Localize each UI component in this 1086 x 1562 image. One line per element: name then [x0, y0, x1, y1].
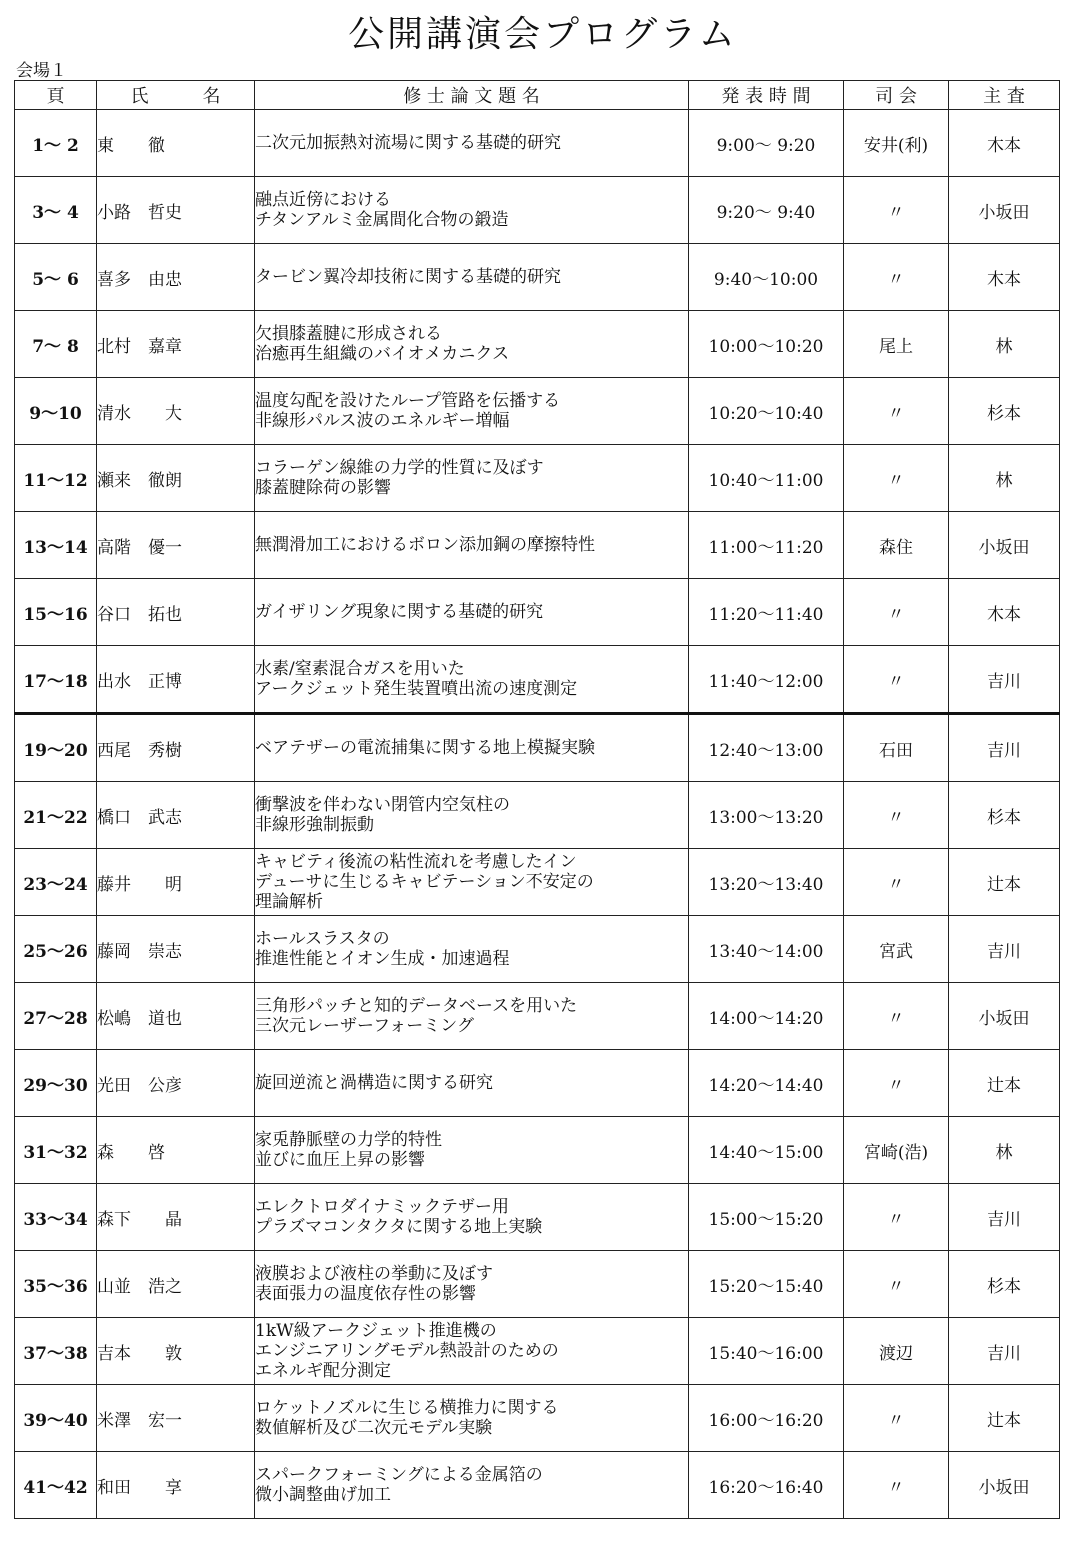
examiner-cell: 吉川 — [949, 1318, 1060, 1385]
page-range-cell: 23～24 — [15, 849, 97, 916]
presenter-name-cell: 藤岡 崇志 — [97, 916, 255, 983]
examiner-cell: 吉川 — [949, 1184, 1060, 1251]
presentation-time-cell: 9:20～ 9:40 — [689, 177, 844, 244]
presentation-time-cell: 14:00～14:20 — [689, 983, 844, 1050]
table-row — [15, 1184, 1060, 1251]
chair-cell: 〃 — [844, 983, 949, 1050]
thesis-title-cell — [255, 110, 689, 177]
chair-cell: 〃 — [844, 378, 949, 445]
thesis-title-line: ロケットノズルに生じる横推力に関する — [255, 1398, 559, 1418]
page-range-cell: 5～ 6 — [15, 244, 97, 311]
page-range-cell: 3～ 4 — [15, 177, 97, 244]
presentation-time-cell: 15:40～16:00 — [689, 1318, 844, 1385]
presenter-name-cell: 松嶋 道也 — [97, 983, 255, 1050]
presentation-time-cell: 16:20～16:40 — [689, 1452, 844, 1519]
examiner-cell: 辻本 — [949, 849, 1060, 916]
presentation-time-cell: 9:00～ 9:20 — [689, 110, 844, 177]
chair-cell: 〃 — [844, 1050, 949, 1117]
table-row — [15, 983, 1060, 1050]
thesis-title-cell — [255, 445, 689, 512]
thesis-title-line: 推進性能とイオン生成・加速過程 — [255, 949, 510, 969]
table-row — [15, 1251, 1060, 1318]
page-range-cell: 19～20 — [15, 714, 97, 782]
table-row — [15, 512, 1060, 579]
thesis-title-line: タービン翼冷却技術に関する基礎的研究 — [255, 267, 561, 287]
presenter-name-cell: 東 徹 — [97, 110, 255, 177]
presenter-name-cell: 西尾 秀樹 — [97, 714, 255, 782]
examiner-cell: 辻本 — [949, 1050, 1060, 1117]
page-range-cell: 37～38 — [15, 1318, 97, 1385]
table-row — [15, 311, 1060, 378]
presentation-time-cell: 15:20～15:40 — [689, 1251, 844, 1318]
thesis-title-line: アークジェット発生装置噴出流の速度測定 — [255, 679, 578, 699]
thesis-title-cell — [255, 1318, 689, 1385]
header-time: 発 表 時 間 — [689, 81, 844, 110]
examiner-cell: 杉本 — [949, 782, 1060, 849]
chair-cell: 森住 — [844, 512, 949, 579]
thesis-title-line: 三次元レーザーフォーミング — [255, 1016, 474, 1036]
page-range-cell: 31～32 — [15, 1117, 97, 1184]
page-range-cell: 9～10 — [15, 378, 97, 445]
presenter-name-cell: 橋口 武志 — [97, 782, 255, 849]
table-row — [15, 110, 1060, 177]
examiner-cell: 木本 — [949, 244, 1060, 311]
table-header-row — [15, 81, 1060, 110]
presenter-name-cell: 米澤 宏一 — [97, 1385, 255, 1452]
table-row — [15, 1385, 1060, 1452]
page-range-cell: 17～18 — [15, 646, 97, 714]
chair-cell: 宮崎(浩) — [844, 1117, 949, 1184]
presenter-name-cell: 高階 優一 — [97, 512, 255, 579]
presenter-name-cell: 出水 正博 — [97, 646, 255, 714]
presenter-name-cell: 藤井 明 — [97, 849, 255, 916]
chair-cell: 〃 — [844, 646, 949, 714]
examiner-cell: 林 — [949, 445, 1060, 512]
header-page: 頁 — [15, 81, 97, 110]
chair-cell: 〃 — [844, 1452, 949, 1519]
thesis-title-cell — [255, 579, 689, 646]
header-thesis: 修 士 論 文 題 名 — [255, 81, 689, 110]
table-row — [15, 1050, 1060, 1117]
page-range-cell: 41～42 — [15, 1452, 97, 1519]
presenter-name-cell: 瀬来 徹朗 — [97, 445, 255, 512]
chair-cell: 安井(利) — [844, 110, 949, 177]
chair-cell: 宮武 — [844, 916, 949, 983]
thesis-title-cell — [255, 512, 689, 579]
page-range-cell: 33～34 — [15, 1184, 97, 1251]
thesis-title-line: 1kW級アークジェット推進機の — [255, 1321, 497, 1341]
thesis-title-line: 微小調整曲げ加工 — [255, 1485, 391, 1505]
presenter-name-cell: 光田 公彦 — [97, 1050, 255, 1117]
thesis-title-line: ガイザリング現象に関する基礎的研究 — [255, 602, 544, 622]
thesis-title-cell — [255, 916, 689, 983]
presenter-name-cell: 北村 嘉章 — [97, 311, 255, 378]
presenter-name-cell: 和田 享 — [97, 1452, 255, 1519]
thesis-title-line: デューサに生じるキャビテーション不安定の — [255, 872, 594, 892]
presentation-time-cell: 13:00～13:20 — [689, 782, 844, 849]
page-range-cell: 21～22 — [15, 782, 97, 849]
examiner-cell: 吉川 — [949, 646, 1060, 714]
page-range-cell: 11～12 — [15, 445, 97, 512]
presenter-name-cell: 清水 大 — [97, 378, 255, 445]
examiner-cell: 辻本 — [949, 1385, 1060, 1452]
thesis-title-cell — [255, 782, 689, 849]
thesis-title-line: プラズマコンタクタに関する地上実験 — [255, 1217, 543, 1237]
thesis-title-line: 融点近傍における — [255, 190, 391, 210]
page-range-cell: 1～ 2 — [15, 110, 97, 177]
table-row — [15, 378, 1060, 445]
presentation-time-cell: 11:40～12:00 — [689, 646, 844, 714]
chair-cell: 渡辺 — [844, 1318, 949, 1385]
chair-cell: 〃 — [844, 177, 949, 244]
chair-cell: 〃 — [844, 1251, 949, 1318]
thesis-title-line: 家兎静脈壁の力学的特性 — [255, 1130, 442, 1150]
examiner-cell: 杉本 — [949, 378, 1060, 445]
presenter-name-cell: 小路 哲史 — [97, 177, 255, 244]
examiner-cell: 杉本 — [949, 1251, 1060, 1318]
header-chair: 司 会 — [844, 81, 949, 110]
presentation-time-cell: 16:00～16:20 — [689, 1385, 844, 1452]
thesis-title-cell — [255, 714, 689, 782]
chair-cell: 〃 — [844, 1385, 949, 1452]
table-row — [15, 244, 1060, 311]
table-row — [15, 177, 1060, 244]
thesis-title-cell — [255, 378, 689, 445]
table-row — [15, 646, 1060, 714]
presentation-time-cell: 14:40～15:00 — [689, 1117, 844, 1184]
thesis-title-cell — [255, 983, 689, 1050]
thesis-title-cell — [255, 1117, 689, 1184]
thesis-title-line: コラーゲン線維の力学的性質に及ぼす — [255, 458, 544, 478]
thesis-title-line: キャビティ後流の粘性流れを考慮したイン — [255, 852, 577, 872]
thesis-title-line: ホールスラスタの — [255, 929, 390, 949]
page-range-cell: 7～ 8 — [15, 311, 97, 378]
table-row — [15, 916, 1060, 983]
table-row — [15, 1117, 1060, 1184]
table-row — [15, 1452, 1060, 1519]
presentation-time-cell: 11:20～11:40 — [689, 579, 844, 646]
thesis-title-cell — [255, 849, 689, 916]
chair-cell: 〃 — [844, 579, 949, 646]
header-examiner: 主 査 — [949, 81, 1060, 110]
examiner-cell: 林 — [949, 311, 1060, 378]
presentation-time-cell: 13:40～14:00 — [689, 916, 844, 983]
thesis-title-line: 水素/窒素混合ガスを用いた — [255, 659, 465, 679]
presentation-time-cell: 13:20～13:40 — [689, 849, 844, 916]
header-name: 氏 名 — [97, 81, 255, 110]
chair-cell: 〃 — [844, 782, 949, 849]
thesis-title-line: 二次元加振熱対流場に関する基礎的研究 — [255, 133, 561, 153]
thesis-title-line: 衝撃波を伴わない閉管内空気柱の — [255, 795, 510, 815]
venue-label: 会場１ — [16, 61, 67, 81]
presentation-time-cell: 15:00～15:20 — [689, 1184, 844, 1251]
chair-cell: 〃 — [844, 1184, 949, 1251]
examiner-cell: 林 — [949, 1117, 1060, 1184]
thesis-title-line: 無潤滑加工におけるボロン添加鋼の摩擦特性 — [255, 535, 595, 555]
thesis-title-line: 欠損膝蓋腱に形成される — [255, 324, 442, 344]
thesis-title-line: 理論解析 — [255, 892, 323, 912]
presenter-name-cell: 吉本 敦 — [97, 1318, 255, 1385]
chair-cell: 〃 — [844, 445, 949, 512]
presentation-time-cell: 14:20～14:40 — [689, 1050, 844, 1117]
thesis-title-line: 並びに血圧上昇の影響 — [255, 1150, 425, 1170]
presentation-time-cell: 10:20～10:40 — [689, 378, 844, 445]
thesis-title-line: エレクトロダイナミックテザー用 — [255, 1197, 509, 1217]
examiner-cell: 木本 — [949, 579, 1060, 646]
thesis-title-line: チタンアルミ金属間化合物の鍛造 — [255, 210, 509, 230]
examiner-cell: 吉川 — [949, 714, 1060, 782]
presentation-time-cell: 10:40～11:00 — [689, 445, 844, 512]
thesis-title-line: 表面張力の温度依存性の影響 — [255, 1284, 476, 1304]
presentation-time-cell: 12:40～13:00 — [689, 714, 844, 782]
program-table — [14, 80, 1060, 1519]
thesis-title-cell — [255, 1452, 689, 1519]
page-range-cell: 25～26 — [15, 916, 97, 983]
table-row — [15, 849, 1060, 916]
thesis-title-line: 旋回逆流と渦構造に関する研究 — [255, 1073, 493, 1093]
thesis-title-line: 温度勾配を設けたループ管路を伝播する — [255, 391, 561, 411]
thesis-title-line: エネルギ配分測定 — [255, 1361, 391, 1381]
page-title: 公開講演会プログラム — [348, 14, 738, 55]
table-row — [15, 445, 1060, 512]
thesis-title-line: 非線形パルス波のエネルギー増幅 — [255, 411, 510, 431]
chair-cell: 〃 — [844, 849, 949, 916]
thesis-title-line: 治癒再生組織のバイオメカニクス — [255, 344, 510, 364]
thesis-title-line: 三角形パッチと知的データベースを用いた — [255, 996, 578, 1016]
table-row — [15, 782, 1060, 849]
examiner-cell: 吉川 — [949, 916, 1060, 983]
thesis-title-line: 液膜および液柱の挙動に及ぼす — [255, 1264, 493, 1284]
thesis-title-cell — [255, 244, 689, 311]
thesis-title-cell — [255, 311, 689, 378]
presenter-name-cell: 山並 浩之 — [97, 1251, 255, 1318]
thesis-title-line: エンジニアリングモデル熱設計のための — [255, 1341, 559, 1361]
chair-cell: 石田 — [844, 714, 949, 782]
examiner-cell: 木本 — [949, 110, 1060, 177]
thesis-title-line: 膝蓋腱除荷の影響 — [255, 478, 391, 498]
table-row — [15, 1318, 1060, 1385]
page-range-cell: 29～30 — [15, 1050, 97, 1117]
presenter-name-cell: 谷口 拓也 — [97, 579, 255, 646]
presenter-name-cell: 喜多 由忠 — [97, 244, 255, 311]
presenter-name-cell: 森下 晶 — [97, 1184, 255, 1251]
chair-cell: 尾上 — [844, 311, 949, 378]
presentation-time-cell: 10:00～10:20 — [689, 311, 844, 378]
thesis-title-line: スパークフォーミングによる金属箔の — [255, 1465, 543, 1485]
thesis-title-cell — [255, 177, 689, 244]
examiner-cell: 小坂田 — [949, 1452, 1060, 1519]
table-row — [15, 579, 1060, 646]
thesis-title-cell — [255, 1184, 689, 1251]
presentation-time-cell: 11:00～11:20 — [689, 512, 844, 579]
thesis-title-line: 非線形強制振動 — [255, 815, 374, 835]
presentation-time-cell: 9:40～10:00 — [689, 244, 844, 311]
thesis-title-line: 数値解析及び二次元モデル実験 — [255, 1418, 493, 1438]
chair-cell: 〃 — [844, 244, 949, 311]
page-range-cell: 15～16 — [15, 579, 97, 646]
table-row — [15, 714, 1060, 782]
page-range-cell: 35～36 — [15, 1251, 97, 1318]
examiner-cell: 小坂田 — [949, 983, 1060, 1050]
examiner-cell: 小坂田 — [949, 512, 1060, 579]
thesis-title-cell — [255, 1050, 689, 1117]
page-range-cell: 27～28 — [15, 983, 97, 1050]
page-range-cell: 39～40 — [15, 1385, 97, 1452]
thesis-title-cell — [255, 1385, 689, 1452]
examiner-cell: 小坂田 — [949, 177, 1060, 244]
thesis-title-cell — [255, 646, 689, 714]
presenter-name-cell: 森 啓 — [97, 1117, 255, 1184]
thesis-title-line: ベアテザーの電流捕集に関する地上模擬実験 — [255, 738, 595, 758]
thesis-title-cell — [255, 1251, 689, 1318]
page-range-cell: 13～14 — [15, 512, 97, 579]
